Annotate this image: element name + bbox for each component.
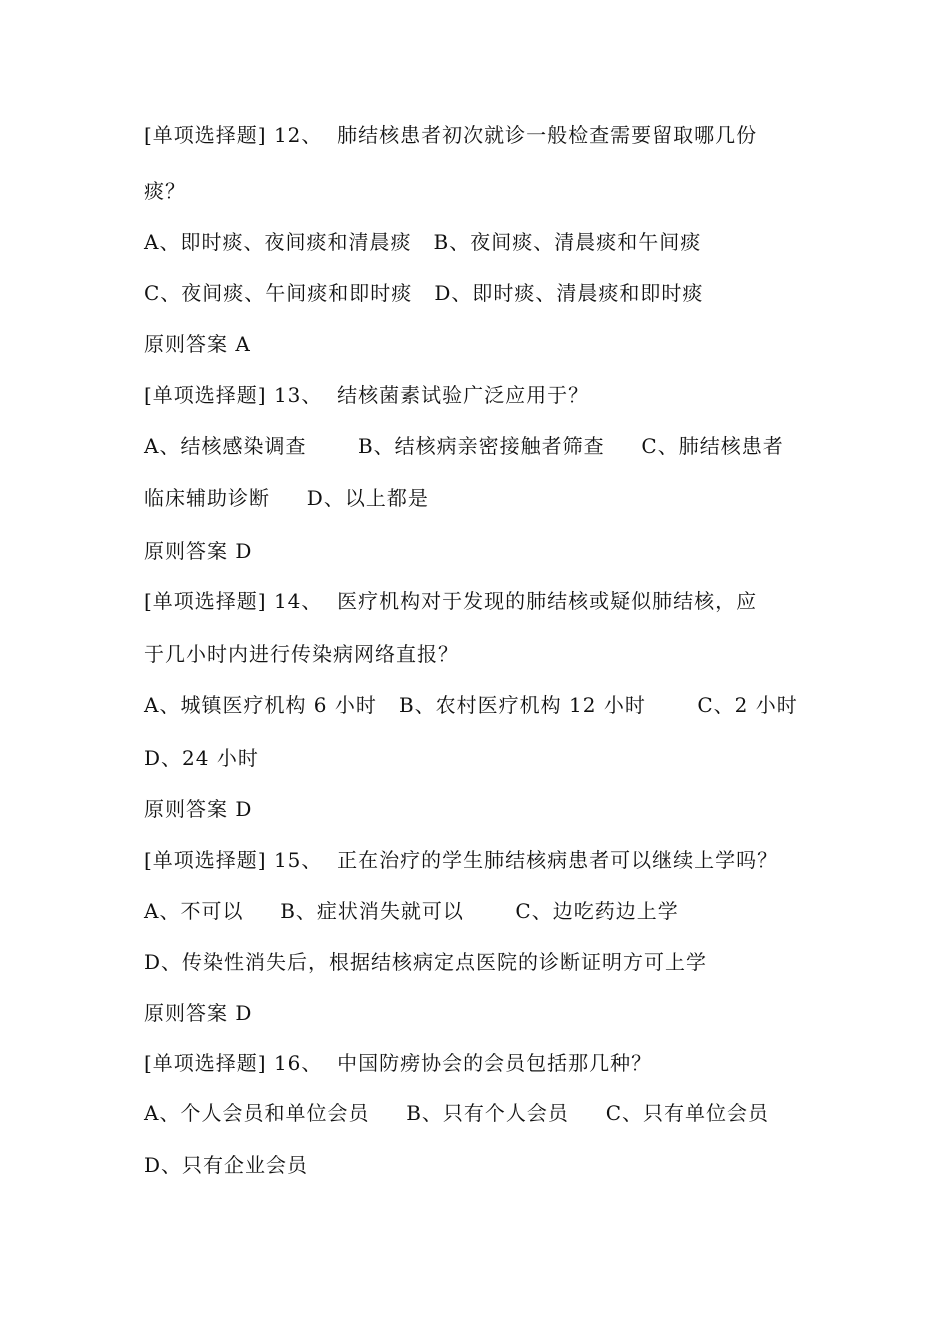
question-12-stem: [单项选择题] 12、 肺结核患者初次就诊一般检查需要留取哪几份 bbox=[144, 123, 758, 147]
question-16-stem: [单项选择题] 16、 中国防痨协会的会员包括那几种？ bbox=[144, 1051, 653, 1075]
question-12-answer: 原则答案 A bbox=[144, 332, 251, 356]
question-15-stem: [单项选择题] 15、 正在治疗的学生肺结核病患者可以继续上学吗？ bbox=[144, 848, 779, 872]
question-14-options-line1: A、城镇医疗机构 6 小时 B、农村医疗机构 12 小时 C、2 小时 bbox=[144, 693, 798, 717]
question-15-options-line2: D、传染性消失后，根据结核病定点医院的诊断证明方可上学 bbox=[144, 950, 708, 974]
question-14-answer: 原则答案 D bbox=[144, 797, 253, 821]
question-15-options-line1: A、不可以 B、症状消失就可以 C、边吃药边上学 bbox=[144, 899, 679, 923]
question-16-options-line1: A、个人会员和单位会员 B、只有个人会员 C、只有单位会员 bbox=[144, 1101, 770, 1125]
question-12-options-c-d: C、夜间痰、午间痰和即时痰 D、即时痰、清晨痰和即时痰 bbox=[144, 281, 704, 305]
question-13-options-line2: 临床辅助诊断 D、以上都是 bbox=[144, 486, 429, 510]
question-13-stem: [单项选择题] 13、 结核菌素试验广泛应用于？ bbox=[144, 383, 590, 407]
question-14-options-line2: D、24 小时 bbox=[144, 746, 259, 770]
question-16-options-line2: D、只有企业会员 bbox=[144, 1153, 309, 1177]
question-12-stem-continued: 痰？ bbox=[144, 179, 186, 203]
question-14-stem-continued: 于几小时内进行传染病网络直报？ bbox=[144, 642, 459, 666]
question-13-options-line1: A、结核感染调查 B、结核病亲密接触者筛查 C、肺结核患者 bbox=[144, 434, 784, 458]
question-13-answer: 原则答案 D bbox=[144, 539, 253, 563]
question-15-answer: 原则答案 D bbox=[144, 1001, 253, 1025]
question-12-options-a-b: A、即时痰、夜间痰和清晨痰 B、夜间痰、清晨痰和午间痰 bbox=[144, 230, 702, 254]
question-14-stem: [单项选择题] 14、 医疗机构对于发现的肺结核或疑似肺结核，应 bbox=[144, 589, 758, 613]
